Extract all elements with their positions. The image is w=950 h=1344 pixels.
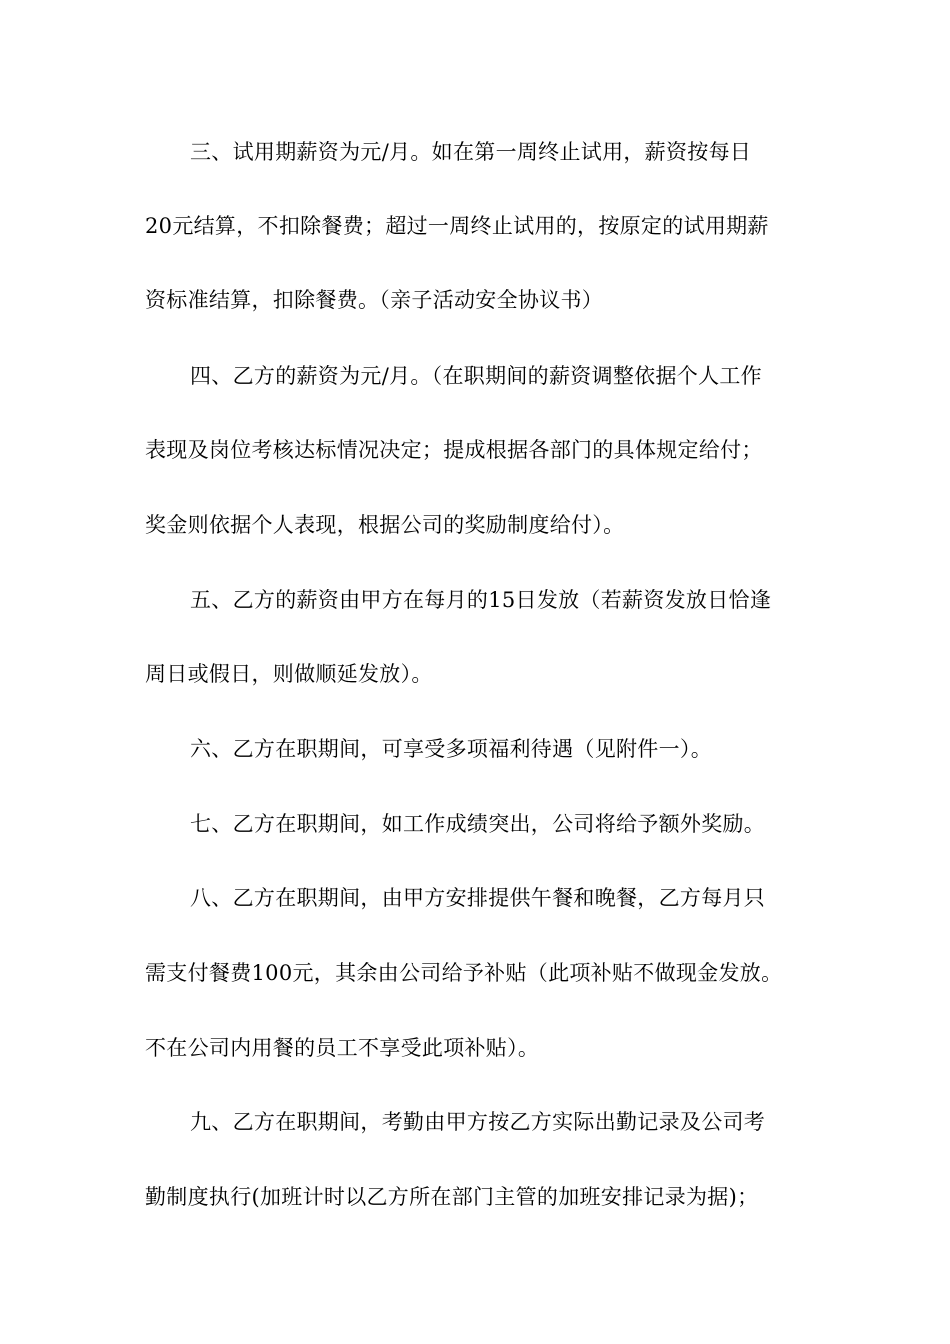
text-line: 周日或假日，则做顺延发放）。 — [145, 662, 433, 686]
text-line: 勤制度执行(加班计时以乙方所在部门主管的加班安排记录为据)； — [145, 1185, 759, 1209]
text-line: 资标准结算，扣除餐费。（亲子活动安全协议书） — [145, 288, 604, 312]
text-line: 表现及岗位考核达标情况决定；提成根据各部门的具体规定给付； — [145, 438, 763, 462]
text-line: 需支付餐费100元，其余由公司给予补贴（此项补贴不做现金发放。 — [145, 961, 783, 985]
text-line: 八、乙方在职期间，由甲方安排提供午餐和晚餐，乙方每月只 — [190, 886, 766, 910]
text-line: 六、乙方在职期间，可享受多项福利待遇（见附件一）。 — [190, 737, 712, 761]
text-line: 五、乙方的薪资由甲方在每月的15日发放（若薪资发放日恰逢 — [190, 588, 772, 612]
text-line: 20元结算，不扣除餐费；超过一周终止试用的，按原定的试用期薪 — [145, 214, 769, 238]
text-line: 四、乙方的薪资为元/月。（在职期间的薪资调整依据个人工作 — [190, 364, 762, 388]
text-line: 不在公司内用餐的员工不享受此项补贴）。 — [145, 1036, 540, 1060]
text-line: 九、乙方在职期间，考勤由甲方按乙方实际出勤记录及公司考 — [190, 1110, 766, 1134]
text-line: 三、试用期薪资为元/月。如在第一周终止试用，薪资按每日 — [190, 140, 752, 164]
text-line: 奖金则依据个人表现，根据公司的奖励制度给付）。 — [145, 513, 625, 537]
text-line: 七、乙方在职期间，如工作成绩突出，公司将给予额外奖励。 — [190, 812, 766, 836]
